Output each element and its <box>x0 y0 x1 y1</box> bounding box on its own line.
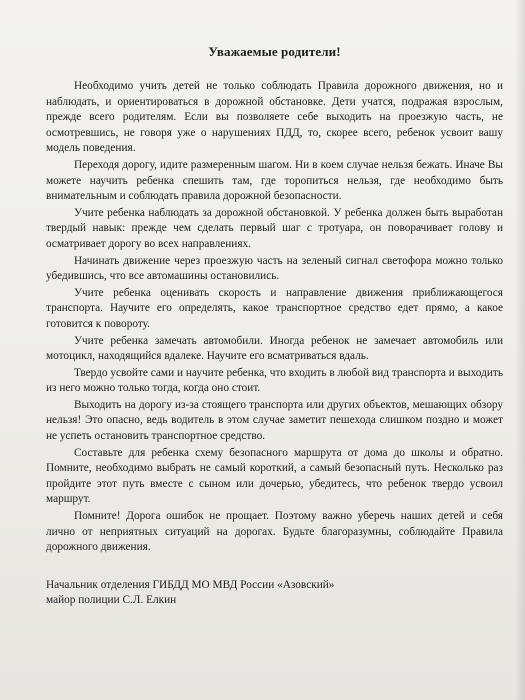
paragraph: Твердо усвойте сами и научите ребенка, что входить в любой вид транспорта и выходить из него можно только тогда, когда оно стоит. <box>46 366 503 395</box>
document-title: Уважаемые родители! <box>208 44 341 59</box>
paragraph: Выходить на дорогу из-за стоящего транспорта или других объектов, мешающих обзору нельзя! Это опасно, ведь водитель в этом случае заметит пешехода слишком поздно и может не успеть остановить транспортное средство. <box>46 398 503 443</box>
signature-block <box>46 578 503 609</box>
signature-name: майор полиции С.Л. Елкин <box>46 594 177 607</box>
paragraph: Учите ребенка наблюдать за дорожной обстановкой. У ребенка должен быть выработан твердый навык: прежде чем сделать первый шаг с тротуара, он поворачивает голову и осматривает дорогу во всех направлениях. <box>46 206 503 250</box>
document-body <box>46 79 503 556</box>
paragraph: Помните! Дорога ошибок не прощает. Поэтому важно уберечь наших детей и себя лично от неприятных ситуаций на дорогах. Будьте благоразумны, соблюдайте Правила дорожного движения. <box>46 510 503 554</box>
signature-position: Начальник отделения ГИБДД МО МВД России «Азовский» <box>46 578 335 591</box>
paragraph: Составьте для ребенка схему безопасного маршрута от дома до школы и обратно. Помните, необходимо выбрать не самый короткий, а самый безопасный путь. Несколько раз пройдите этот путь вместе с сыном или дочерью, убедитесь, что ребенок твердо усвоил маршрут. <box>46 446 503 506</box>
paragraph: Переходя дорогу, идите размеренным шагом. Ни в коем случае нельзя бежать. Иначе Вы можете научить ребенка спешить там, где торопиться нельзя, где необходимо быть внимательным и соблюдать правила дорожной безопасности. <box>46 158 503 203</box>
page-edge-shadow <box>515 0 525 700</box>
paragraph: Учите ребенка оценивать скорость и направление движения приближающегося транспорта. Научите его определять, какое транспортное средство едет прямо, а какое готовится к повороту. <box>46 286 503 330</box>
paragraph: Начинать движение через проезжую часть на зеленый сигнал светофора можно только убедившись, что все автомашины остановились. <box>46 254 503 283</box>
paragraph: Необходимо учить детей не только соблюдать Правила дорожного движения, но и наблюдать, и ориентироваться в дорожной обстановке. Дети учатся, подражая взрослым, прежде всего родителям. Если вы позволяете себе выходить на проезжую часть, не осмотревшись, не говоря уже о нарушениях ПДД, то, скорее всего, ребенок усвоит вашу модель поведения. <box>46 80 503 155</box>
paragraph: Учите ребенка замечать автомобили. Иногда ребенок не замечает автомобиль или мотоцикл, находящийся вдалеке. Научите его всматриваться вдаль. <box>46 334 503 363</box>
